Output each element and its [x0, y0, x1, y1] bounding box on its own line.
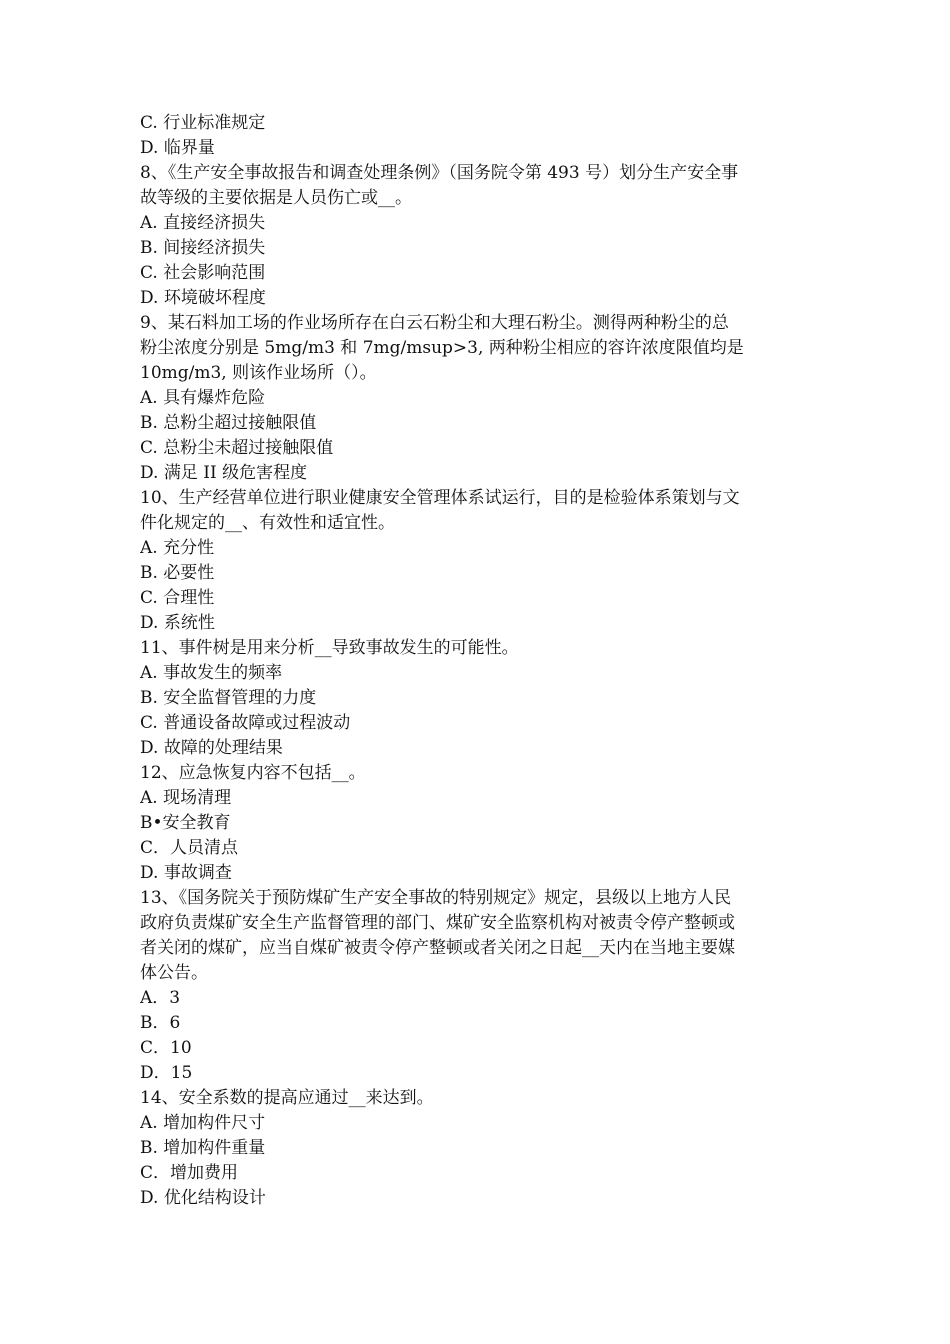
question-10-line-2: 件化规定的__、有效性和适宜性。 [140, 513, 395, 533]
question-12: 12、应急恢复内容不包括__。 [140, 763, 366, 783]
q9-option-b: B. 总粉尘超过接触限值 [140, 413, 317, 433]
question-9-line-2: 粉尘浓度分别是 5mg/m3 和 7mg/msup>3, 两种粉尘相应的容许浓度限值均是 [140, 338, 744, 358]
q10-option-c: C. 合理性 [140, 588, 215, 608]
q10-option-b: B. 必要性 [140, 563, 215, 583]
q8-option-a: A. 直接经济损失 [140, 213, 266, 233]
q12-option-a: A. 现场清理 [140, 788, 232, 808]
q8-option-d: D. 环境破坏程度 [140, 288, 266, 308]
question-8-line-1: 8、《生产安全事故报告和调查处理条例》（国务院令第 493 号）划分生产安全事 [140, 163, 739, 183]
q10-option-d: D. 系统性 [140, 613, 215, 633]
q9-option-d: D. 满足 II 级危害程度 [140, 463, 308, 483]
q10-option-a: A. 充分性 [140, 538, 215, 558]
q9-option-a: A. 具有爆炸危险 [140, 388, 266, 408]
q12-option-b: B•安全教育 [140, 813, 231, 833]
question-9-line-1: 9、某石料加工场的作业场所存在白云石粉尘和大理石粉尘。测得两种粉尘的总 [140, 313, 729, 333]
q13-option-c: C．10 [140, 1038, 192, 1058]
question-9-line-3: 10mg/m3, 则该作业场所（）。 [140, 363, 377, 383]
question-13-line-2: 政府负责煤矿安全生产监督管理的部门、煤矿安全监察机构对被责令停产整顿或 [140, 913, 735, 933]
question-10-line-1: 10、生产经营单位进行职业健康安全管理体系试运行，目的是检验体系策划与文 [140, 488, 740, 508]
q11-option-c: C. 普通设备故障或过程波动 [140, 713, 351, 733]
question-14: 14、安全系数的提高应通过__来达到。 [140, 1088, 434, 1108]
question-13-line-3: 者关闭的煤矿，应当自煤矿被责令停产整顿或者关闭之日起__天内在当地主要媒 [140, 938, 735, 958]
q11-option-b: B. 安全监督管理的力度 [140, 688, 317, 708]
q14-option-a: A. 增加构件尺寸 [140, 1113, 266, 1133]
q8-option-c: C. 社会影响范围 [140, 263, 266, 283]
option-d-critical-quantity: D. 临界量 [140, 138, 215, 158]
document-page [140, 111, 820, 1211]
q14-option-c: C．增加费用 [140, 1163, 239, 1183]
q8-option-b: B. 间接经济损失 [140, 238, 266, 258]
question-11: 11、事件树是用来分析__导致事故发生的可能性。 [140, 638, 519, 658]
q9-option-c: C. 总粉尘未超过接触限值 [140, 438, 334, 458]
q13-option-d: D．15 [140, 1063, 193, 1083]
option-c-industry-standard: C. 行业标准规定 [140, 113, 266, 133]
q11-option-d: D. 故障的处理结果 [140, 738, 283, 758]
question-13-line-4: 体公告。 [140, 963, 208, 983]
q13-option-a: A．3 [140, 988, 181, 1008]
question-13-line-1: 13、《国务院关于预防煤矿生产安全事故的特别规定》规定，县级以上地方人民 [140, 888, 732, 908]
q11-option-a: A. 事故发生的频率 [140, 663, 283, 683]
q12-option-d: D. 事故调查 [140, 863, 232, 883]
q12-option-c: C．人员清点 [140, 838, 239, 858]
question-8-line-2: 故等级的主要依据是人员伤亡或__。 [140, 188, 412, 208]
q14-option-b: B. 增加构件重量 [140, 1138, 266, 1158]
q13-option-b: B．6 [140, 1013, 181, 1033]
q14-option-d: D. 优化结构设计 [140, 1188, 266, 1208]
